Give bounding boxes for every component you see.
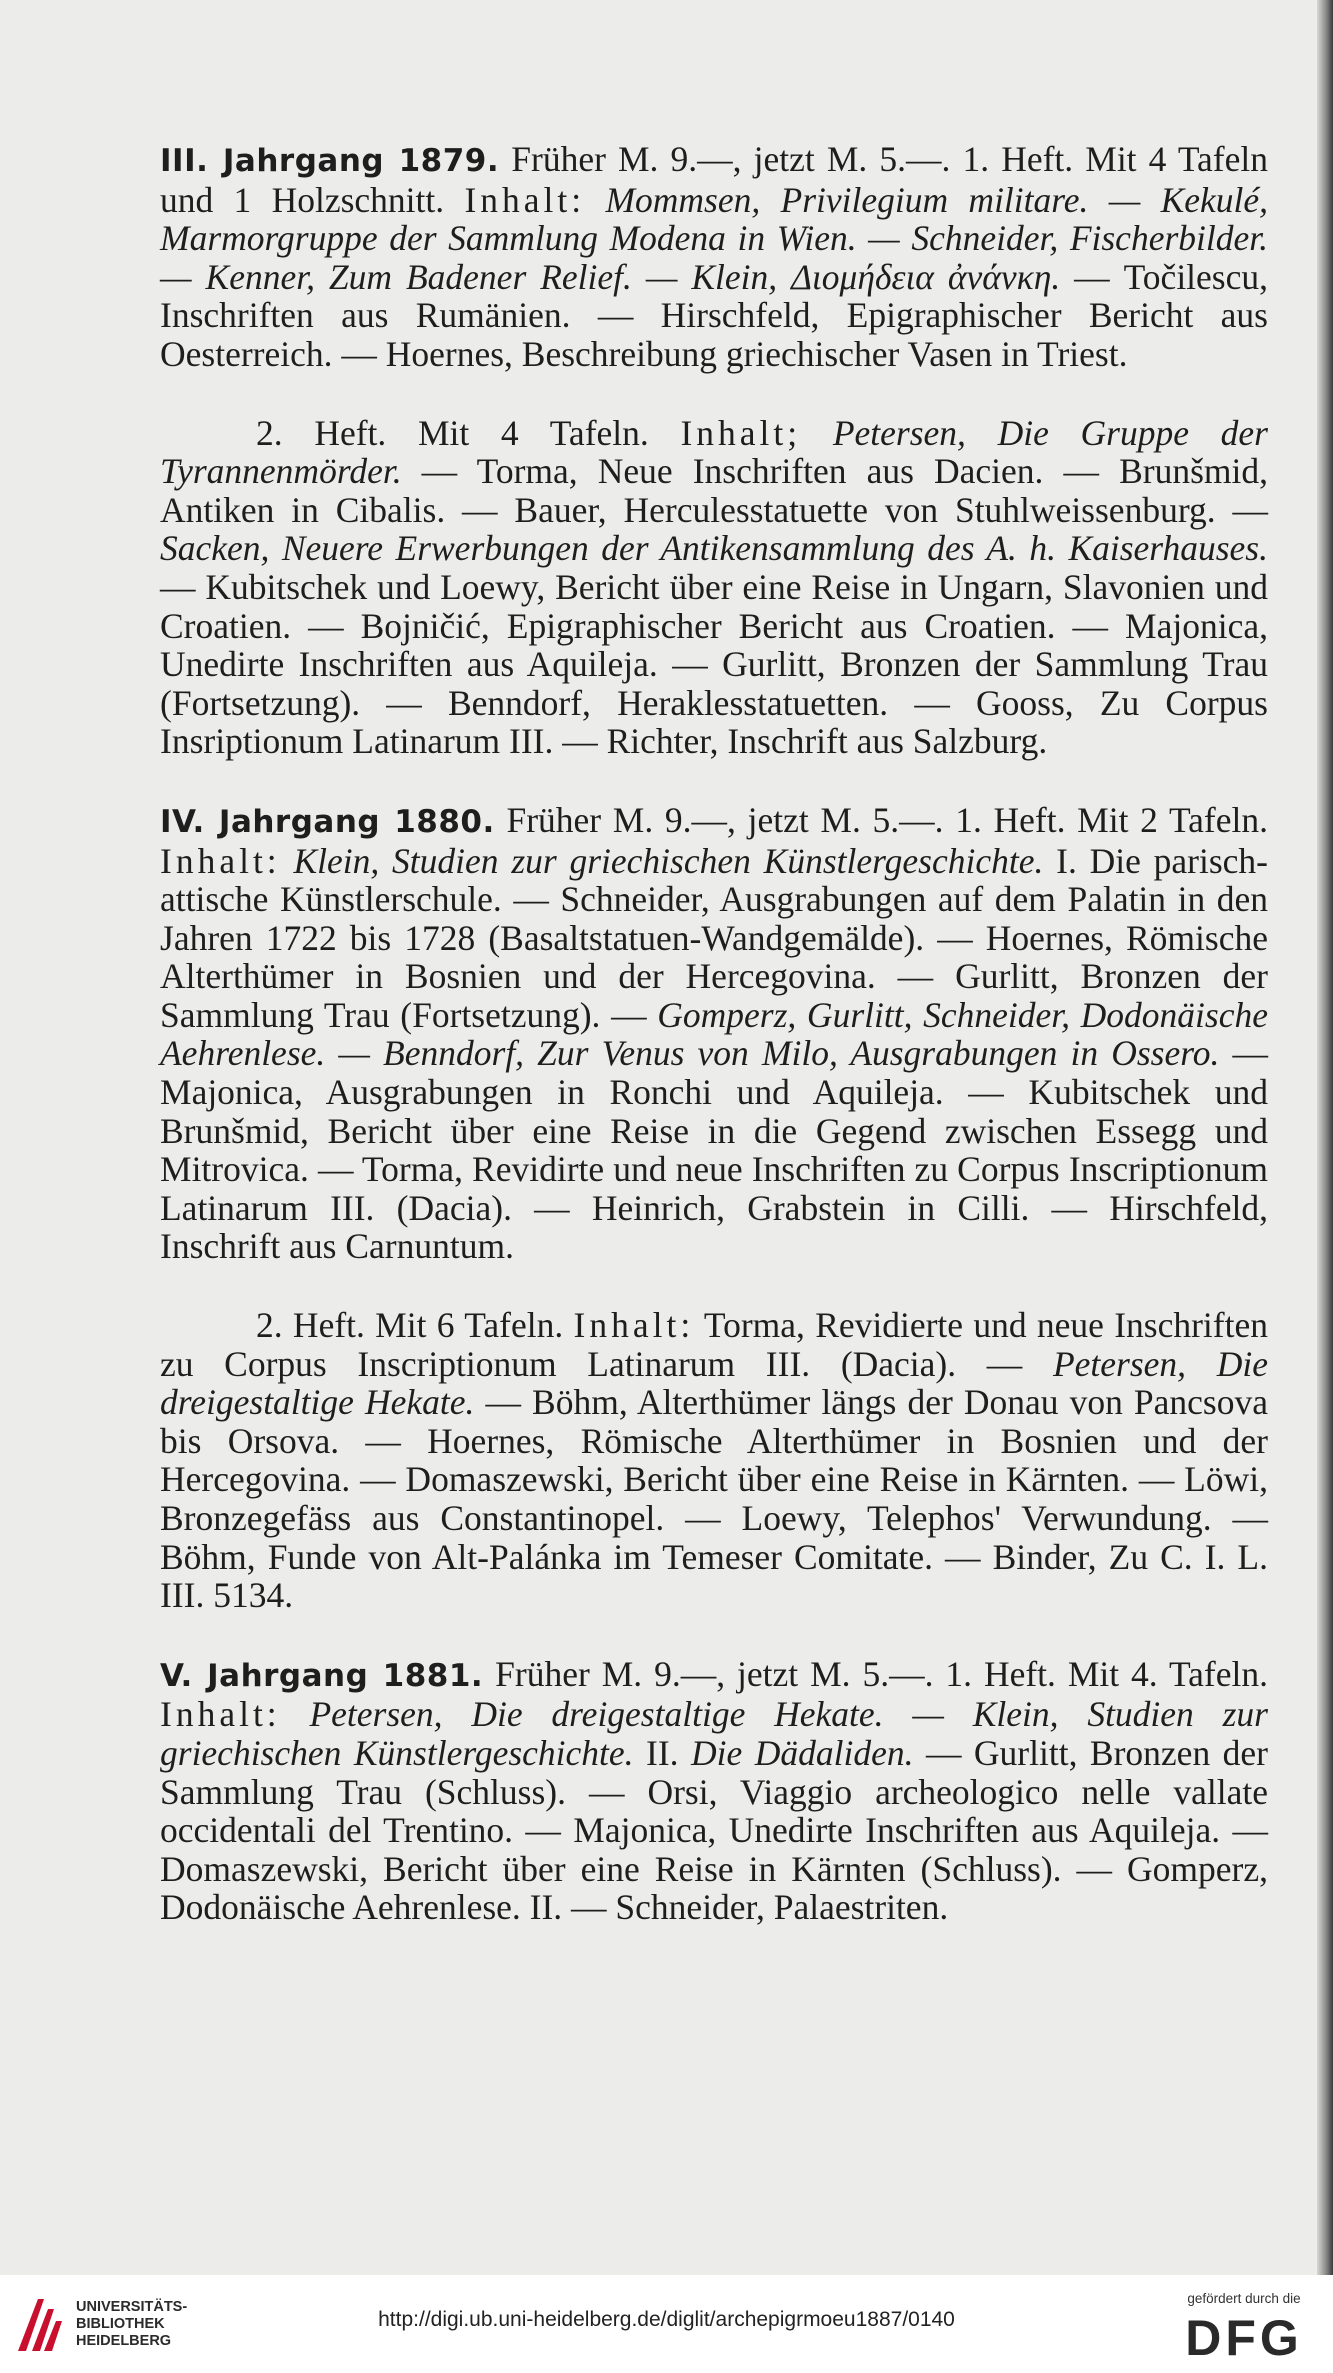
italic-run: Petersen, Die dreigestaltige Hekate.	[160, 1343, 1268, 1423]
italic-run: Petersen, Die Gruppe der Tyrannenmörder.	[160, 412, 1268, 492]
year-heading: V. Jahrgang 1881.	[160, 1657, 484, 1694]
text-run: Torma, Revidierte und neue Inschriften zu Corpus Inscriptionum Latinarum III. (Dacia). —	[160, 1305, 1268, 1384]
text-run: — Böhm, Alterthümer längs der Donau von Pancsova bis Orsova. — Hoernes, Römische Alterthümer in Bosnien und der Hercegovina. — Domaszewski, Bericht über eine Reise in Kärnten. — Löwi, Bronzegefäss aus Constantinopel. — Loewy, Telephos' Verwundung. — Böhm, Funde von Alt-Palánka im Temeser Comitate. — Binder, Zu C. I. L. III. 5134.	[160, 1382, 1268, 1616]
permalink-url[interactable]: http://digi.ub.uni-heidelberg.de/diglit/archepigrmoeu1887/0140	[378, 2308, 955, 2331]
page-text	[160, 140, 1268, 1967]
text-run	[801, 413, 833, 453]
text-run	[585, 180, 605, 220]
inhalt-label: Inhalt:	[573, 1305, 695, 1346]
inhalt-label: Inhalt:	[464, 179, 586, 220]
text-run: Früher M. 9.—, jetzt M. 5.—. 1. Heft. Mit 4. Tafeln.	[483, 1653, 1269, 1694]
italic-run: Petersen, Die dreigestaltige Hekate. — Klein, Studien zur griechischen Künstlergeschichte.	[160, 1694, 1268, 1773]
entry-1879-heft-2	[160, 414, 1268, 761]
text-run: — Majonica, Ausgrabungen in Ronchi und Aquileja. — Kubitschek und Brunšmid, Bericht über eine Reise in die Gegend zwischen Essegg und Mitrovica. — Torma, Revidirte und neue Inschriften zu Corpus Inscriptionum Latinarum III. (Dacia). — Heinrich, Grabstein in Cilli. — Hirschfeld, Inschrift aus Carnuntum.	[160, 1033, 1269, 1267]
dfg-logo-icon	[1173, 2313, 1315, 2361]
dfg-logo-text: DFG	[1185, 2313, 1303, 2361]
library-name-line: HEIDELBERG	[76, 2333, 172, 2349]
library-name-line: BIBLIOTHEK	[76, 2316, 165, 2332]
entry-1879	[160, 140, 1268, 374]
year-heading: IV. Jahrgang 1880.	[160, 803, 495, 840]
text-run	[281, 841, 294, 881]
library-name-line: UNIVERSITÄTS-	[76, 2299, 188, 2315]
page-edge-shadow	[1317, 0, 1333, 2275]
entry-1880	[160, 801, 1268, 1266]
text-run: — Gurlitt, Bronzen der Sammlung Trau (Schluss). — Orsi, Viaggio archeologico nelle vallate occidentali del Trentino. — Majonica, Unedirte Inschriften aus Aquileja. — Domaszewski, Bericht über eine Reise in Kärnten (Schluss). — Gomperz, Dodonäische Aehrenlese. II. — Schneider, Palaestriten.	[160, 1732, 1268, 1928]
italic-run: Die Dädaliden.	[691, 1732, 914, 1773]
text-run: — Točilescu, Inschriften aus Rumänien. — Hirschfeld, Epigraphischer Bericht aus Oesterreich. — Hoernes, Beschreibung griechischer Vasen in Triest.	[160, 256, 1268, 374]
text-run: Früher M. 9.—, jetzt M. 5.—. 1. Heft. Mit 2 Tafeln.	[494, 799, 1268, 840]
text-run: — Torma, Neue Inschriften aus Dacien. — Brunšmid, Antiken in Cibalis. — Bauer, Herculesstatuette von Stuhlweissenburg. —	[160, 451, 1268, 530]
text-run	[281, 1694, 310, 1734]
inhalt-label: Inhalt:	[160, 1694, 281, 1735]
text-run: I. Die parisch-attische Künstlerschule. — Schneider, Ausgrabungen auf dem Palatin in den Jahren 1722 bis 1728 (Basaltstatuen-Wandgemälde). — Hoernes, Römische Alterthümer in Bosnien und der Hercegovina. — Gurlitt, Bronzen der Sammlung Trau (Fortsetzung). —	[160, 840, 1269, 1035]
italic-run: Klein, Studien zur griechischen Künstlergeschichte.	[293, 840, 1044, 881]
year-heading: III. Jahrgang 1879.	[160, 143, 500, 179]
text-run: II.	[633, 1732, 691, 1773]
entry-1881	[160, 1655, 1268, 1927]
inhalt-label: Inhalt:	[160, 840, 281, 881]
italic-run: Gomperz, Gurlitt, Schneider, Dodonäische Aehrenlese. — Benndorf, Zur Venus von Milo, Ausgrabungen in Ossero.	[160, 994, 1268, 1074]
viewer-footer	[0, 2275, 1333, 2373]
text-run: 2. Heft. Mit 4 Tafeln.	[256, 412, 681, 453]
italic-run: Sacken, Neuere Erwerbungen der Antikensammlung des A. h. Kaiserhauses.	[160, 528, 1268, 569]
funded-by-label: gefördert durch die	[1187, 2291, 1301, 2306]
entry-1880-heft-2	[160, 1306, 1268, 1615]
text-run: — Kubitschek und Loewy, Bericht über eine Reise in Ungarn, Slavonien und Croatien. — Bojničić, Epigraphischer Bericht aus Croatien. — Majonica, Unedirte Inschriften aus Aquileja. — Gurlitt, Bronzen der Sammlung Trau (Fortsetzung). — Benndorf, Heraklesstatuetten. — Gooss, Zu Corpus Insriptionum Latinarum III. — Richter, Inschrift aus Salzburg.	[160, 566, 1268, 762]
inhalt-label: Inhalt;	[680, 412, 802, 453]
text-run: Früher M. 9.—, jetzt M. 5.—. 1. Heft. Mit 4 Tafeln und 1 Holzschnitt.	[160, 139, 1268, 220]
text-run: 2. Heft. Mit 6 Tafeln.	[256, 1305, 574, 1346]
italic-run: Mommsen, Privilegium militare. — Kekulé, Marmorgruppe der Sammlung Modena in Wien. — Schneider, Fischerbilder. — Kenner, Zum Badener Relief. — Klein, Διομήδεια ἀνάνκη.	[160, 179, 1269, 297]
